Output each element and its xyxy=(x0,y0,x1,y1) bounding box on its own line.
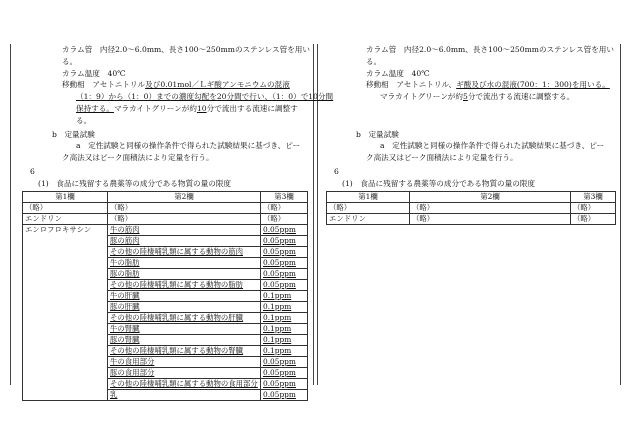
column-spec-cont: る。 xyxy=(366,56,382,66)
table-row xyxy=(327,213,616,224)
table-row xyxy=(23,213,308,224)
table-cell: 0.05ppm xyxy=(261,224,308,235)
table-cell xyxy=(23,290,108,301)
table-cell: 0.05ppm xyxy=(261,356,308,367)
table-cell xyxy=(23,235,108,246)
table-cell xyxy=(23,367,108,378)
table-row xyxy=(23,257,308,268)
table-cell: 0.05ppm xyxy=(261,389,308,400)
table-cell: 牛の腎臓 xyxy=(108,323,261,334)
table-cell: （略） xyxy=(261,213,308,224)
mobile-phase-line2: （1：9）から（1：0）までの濃度勾配を20分間で行い、（1：0）で10分間 xyxy=(76,92,334,102)
table-cell: その他の陸棲哺乳類に属する動物の腎臓 xyxy=(108,345,261,356)
residue-limit-table xyxy=(326,191,616,225)
right-margin-line xyxy=(620,44,621,385)
table-cell xyxy=(23,279,108,290)
table-cell xyxy=(23,268,108,279)
section-number: 6 xyxy=(30,166,35,176)
table-header: 第2欄 xyxy=(410,191,571,202)
table-cell: 0.05ppm xyxy=(261,268,308,279)
mobile-phase-line2: マラカイトグリーンが約5分で流出する流速に調整する。 xyxy=(380,92,575,102)
table-cell: （略） xyxy=(571,202,616,213)
table-cell: 0.05ppm xyxy=(261,367,308,378)
table-row xyxy=(23,246,308,257)
table-cell: その他の陸棲哺乳類に属する動物の脂肪 xyxy=(108,279,261,290)
table-cell: 牛の脂肪 xyxy=(108,257,261,268)
table-row xyxy=(23,334,308,345)
table-cell: 0.1ppm xyxy=(261,323,308,334)
table-row xyxy=(23,345,308,356)
mobile-phase-line4: る。 xyxy=(76,115,92,125)
column-spec: カラム管 内径2.0～6.0mm、長さ100～250mmのステンレス管を用い xyxy=(366,45,614,54)
table-cell: エンロフロキサシン xyxy=(23,224,108,235)
table-cell: （略） xyxy=(410,202,571,213)
table-cell: 乳 xyxy=(108,389,261,400)
spacer xyxy=(326,115,616,127)
table-cell: （略） xyxy=(108,213,261,224)
table-cell: 豚の腎臓 xyxy=(108,334,261,345)
table-row xyxy=(23,378,308,389)
table-row xyxy=(23,389,308,400)
table-cell: 0.05ppm xyxy=(261,279,308,290)
table-cell: 0.05ppm xyxy=(261,378,308,389)
table-cell: 牛の肝臓 xyxy=(108,290,261,301)
table-cell: 0.05ppm xyxy=(261,257,308,268)
mobile-phase: 移動相 アセトニトリル及び0.01mol／Ｌギ酸アンモニウムの混液 xyxy=(62,80,290,90)
table-row xyxy=(23,235,308,246)
column-spec: カラム管 内径2.0～6.0mm、長さ100～250mmのステンレス管を用い xyxy=(62,45,310,54)
table-cell xyxy=(23,246,108,257)
table-cell: （略） xyxy=(261,202,308,213)
table-cell: 0.1ppm xyxy=(261,301,308,312)
table-header: 第3欄 xyxy=(571,191,616,202)
quant-text-cont: ク高法又はピーク面積法により定量を行う。 xyxy=(366,153,518,163)
table-cell: 牛の筋肉 xyxy=(108,224,261,235)
quant-text: a 定性試験と同様の操作条件で得られた試験結果に基づき、ピー xyxy=(76,141,301,151)
table-row xyxy=(23,202,308,213)
table-row xyxy=(23,290,308,301)
table-cell: 0.1ppm xyxy=(261,290,308,301)
table-cell: その他の陸棲哺乳類に属する動物の筋肉 xyxy=(108,246,261,257)
table-row xyxy=(23,323,308,334)
table-cell: エンドリン xyxy=(327,213,410,224)
quant-heading: b 定量試験 xyxy=(52,129,95,139)
table-row xyxy=(23,279,308,290)
table-cell: （略） xyxy=(108,202,261,213)
column-temp: カラム温度 40℃ xyxy=(62,68,126,78)
table-header: 第3欄 xyxy=(261,191,308,202)
table-cell xyxy=(23,389,108,400)
table-cell: その他の陸棲哺乳類に属する動物の食用部分 xyxy=(108,378,261,389)
table-cell: 牛の食用部分 xyxy=(108,356,261,367)
table-row xyxy=(23,224,308,235)
table-row xyxy=(23,301,308,312)
table-header: 第1欄 xyxy=(23,191,108,202)
table-cell: 豚の脂肪 xyxy=(108,268,261,279)
quant-text-cont: ク高法又はピーク面積法により定量を行う。 xyxy=(62,153,214,163)
table-row xyxy=(23,356,308,367)
table-cell xyxy=(23,334,108,345)
quant-text: a 定性試験と同様の操作条件で得られた試験結果に基づき、ピー xyxy=(380,141,605,151)
table-cell: 0.1ppm xyxy=(261,312,308,323)
table-cell: 豚の肝臓 xyxy=(108,301,261,312)
table-cell xyxy=(23,312,108,323)
table-cell: （略） xyxy=(571,213,616,224)
mobile-phase-line3: 保持する。マラカイトグリーンが約10分で流出する流速に調整す xyxy=(76,103,298,113)
spacer xyxy=(326,103,616,115)
table-cell xyxy=(23,257,108,268)
quant-heading: b 定量試験 xyxy=(356,129,399,139)
table-cell xyxy=(23,378,108,389)
table-row xyxy=(23,312,308,323)
table-cell: （略） xyxy=(327,202,410,213)
table-row xyxy=(327,202,616,213)
table-cell: 0.05ppm xyxy=(261,246,308,257)
right-column-current xyxy=(326,44,616,225)
table-cell: エンドリン xyxy=(23,213,108,224)
table-cell: （略） xyxy=(23,202,108,213)
section-number: 6 xyxy=(334,166,339,176)
table-cell: （略） xyxy=(410,213,571,224)
table-cell: 豚の筋肉 xyxy=(108,235,261,246)
table-cell: 豚の食用部分 xyxy=(108,367,261,378)
table-cell xyxy=(23,356,108,367)
residue-limit-table xyxy=(22,191,308,401)
table-cell xyxy=(23,345,108,356)
table-cell: 0.1ppm xyxy=(261,334,308,345)
table-header: 第1欄 xyxy=(327,191,410,202)
table-cell: 0.05ppm xyxy=(261,235,308,246)
left-column-revised xyxy=(22,44,334,401)
table-cell: その他の陸棲哺乳類に属する動物の肝臓 xyxy=(108,312,261,323)
table-cell xyxy=(23,323,108,334)
table-caption: (1) 食品に残留する農薬等の成分である物質の量の限度 xyxy=(342,178,536,188)
mobile-phase: 移動相 アセトニトリル、ギ酸及び水の混液(700：1：300)を用いる。 xyxy=(366,80,610,90)
table-cell: 0.1ppm xyxy=(261,345,308,356)
table-row xyxy=(23,367,308,378)
table-row xyxy=(23,268,308,279)
column-spec-cont: る。 xyxy=(62,56,78,66)
table-header: 第2欄 xyxy=(108,191,261,202)
table-caption: (1) 食品に残留する農薬等の成分である物質の量の限度 xyxy=(38,178,232,188)
column-temp: カラム温度 40℃ xyxy=(366,68,430,78)
table-cell xyxy=(23,301,108,312)
left-margin-line xyxy=(10,44,11,385)
